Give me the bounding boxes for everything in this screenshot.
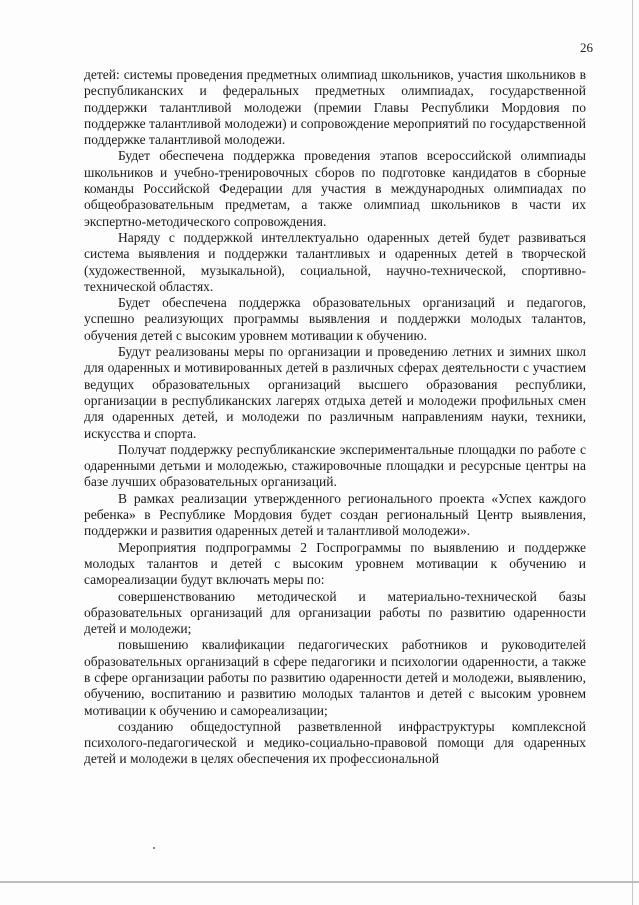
list-item: совершенствованию методической и материально-технической базы образовательных организаций для организации работы по развитию одаренности детей и молодежи; — [84, 588, 586, 637]
scan-edge-right — [632, 0, 633, 905]
paragraph: Будет обеспечена поддержка образовательных организаций и педагогов, успешно реализующих программы выявления и поддержки молодых талантов, обучения детей с высоким уровнем мотивации к обучению. — [84, 295, 586, 343]
paragraph: Мероприятия подпрограммы 2 Госпрограммы по выявлению и поддержке молодых талантов и детей с высоким уровнем мотивации к обучению и самореализации будут включать меры по: — [84, 539, 586, 588]
paragraph: Получат поддержку республиканские экспериментальные площадки по работе с одаренными детьми и молодежью, стажировочные площадки и ресурсные центры на базе лучших образовательных организаций. — [84, 441, 586, 490]
paragraph: Будут реализованы меры по организации и проведению летних и зимних школ для одаренных и мотивированных детей в различных сферах деятельности с участием ведущих образовательных организаций высшего образования республики, организации в республиканских лагерях отдыха детей и молодежи профильных смен для одаренных детей, и молодежи по различным направлениям науки, техники, искусства и спорта. — [84, 344, 586, 441]
paragraph: Будет обеспечена поддержка проведения этапов всероссийской олимпиады школьников и учебно-тренировочных сборов по подготовке кандидатов в сборные команды Российской Федерации для участия в международных олимпиадах по общеобразовательным предметам, а также олимпиад школьников в части их экспертно-методического сопровождения. — [84, 148, 586, 229]
document-body — [84, 67, 586, 768]
paragraph: детей: системы проведения предметных олимпиад школьников, участия школьников в республиканских и федеральных предметных олимпиадах, государственной поддержки талантливой молодежи (премии Главы Республики Мордовия по поддержке талантливой молодежи) и сопровождение мероприятий по государственной поддержке талантливой молодежи. — [84, 67, 586, 148]
paragraph: В рамках реализации утвержденного регионального проекта «Успех каждого ребенка» в Республике Мордовия будет создан региональный Центр выявления, поддержки и развития одаренных детей и талантливой молодежи». — [84, 490, 586, 539]
scan-edge-bottom — [0, 881, 639, 883]
scan-speck — [153, 847, 155, 849]
page-number: 26 — [580, 40, 593, 55]
list-item: повышению квалификации педагогических работников и руководителей образовательных организаций в сфере педагогики и психологии одаренности, а также в сфере организации работы по развитию одаренности детей и молодежи, выявлению, обучению, воспитанию и развитию молодых талантов и детей с высоким уровнем мотивации к обучению и самореализации; — [84, 637, 586, 718]
list-item: созданию общедоступной разветвленной инфраструктуры комплексной психолого-педагогической и медико-социально-правовой помощи для одаренных детей и молодежи в целях обеспечения их профессиональной — [84, 718, 586, 767]
paragraph: Наряду с поддержкой интеллектуально одаренных детей будет развиваться система выявления и поддержки талантливых и одаренных детей в творческой (художественной, музыкальной), социальной, научно-технической, спортивно-технической областях. — [84, 229, 586, 294]
